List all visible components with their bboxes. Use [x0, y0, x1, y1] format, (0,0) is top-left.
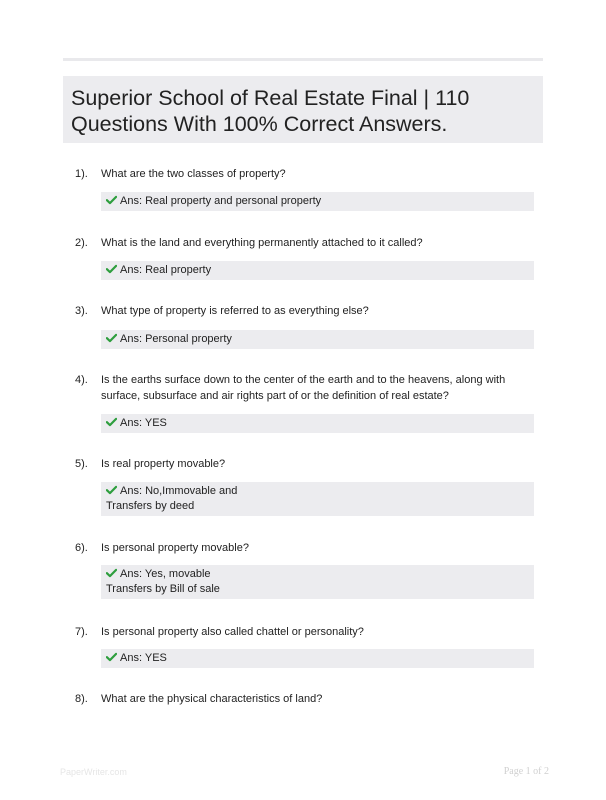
check-icon	[106, 195, 117, 205]
answer-box	[101, 649, 534, 668]
question-text: Is the earths surface down to the center of the earth and to the heavens, along with surface, subsurface and air rights part of or the definition of real estate?	[101, 374, 506, 402]
check-icon	[106, 652, 117, 662]
question-text: What are the physical characteristics of land?	[101, 693, 323, 705]
answer-text: Ans: YES	[120, 417, 167, 429]
question-number: 6).	[75, 542, 88, 554]
answer-text: Ans: Personal property	[120, 333, 232, 345]
answer-line	[106, 484, 529, 499]
answer-line	[106, 332, 529, 347]
answer-box	[101, 414, 534, 433]
answer-box	[101, 192, 534, 211]
question-text: Is real property movable?	[101, 458, 226, 470]
answer-box	[101, 330, 534, 349]
question-number: 3).	[75, 305, 88, 317]
answer-line	[106, 651, 529, 666]
question-text: What are the two classes of property?	[101, 168, 286, 180]
check-icon	[106, 568, 117, 578]
question-number: 5).	[75, 458, 88, 470]
answer-box	[101, 261, 534, 280]
answer-line	[106, 263, 529, 278]
answer-line-continued: Transfers by Bill of sale	[106, 583, 220, 595]
question-text: Is personal property movable?	[101, 542, 249, 554]
check-icon	[106, 333, 117, 343]
answer-box	[101, 482, 534, 516]
question-number: 2).	[75, 237, 88, 249]
question-number: 4).	[75, 374, 88, 386]
document-title: Superior School of Real Estate Final | 110 Questions With 100% Correct Answers.	[71, 86, 470, 136]
answer-box	[101, 565, 534, 599]
question-number: 7).	[75, 626, 88, 638]
page-indicator: Page 1 of 2	[503, 766, 549, 777]
answer-line	[106, 194, 529, 209]
check-icon	[106, 417, 117, 427]
answer-line	[106, 567, 529, 582]
check-icon	[106, 485, 117, 495]
answer-text: Ans: Yes, movable	[120, 568, 211, 580]
answer-text: Ans: Real property	[120, 264, 212, 276]
question-number: 8).	[75, 693, 88, 705]
check-icon	[106, 264, 117, 274]
question-text: Is personal property also called chattel or personality?	[101, 626, 364, 638]
footer-watermark: PaperWriter.com	[60, 767, 127, 777]
answer-text: Ans: Real property and personal property	[120, 195, 322, 207]
question-number: 1).	[75, 168, 88, 180]
answer-text: Ans: No,Immovable and	[120, 485, 238, 497]
answer-line	[106, 416, 529, 431]
answer-text: Ans: YES	[120, 652, 167, 664]
question-text: What type of property is referred to as everything else?	[101, 305, 369, 317]
answer-line-continued: Transfers by deed	[106, 500, 195, 512]
question-text: What is the land and everything permanently attached to it called?	[101, 237, 423, 249]
